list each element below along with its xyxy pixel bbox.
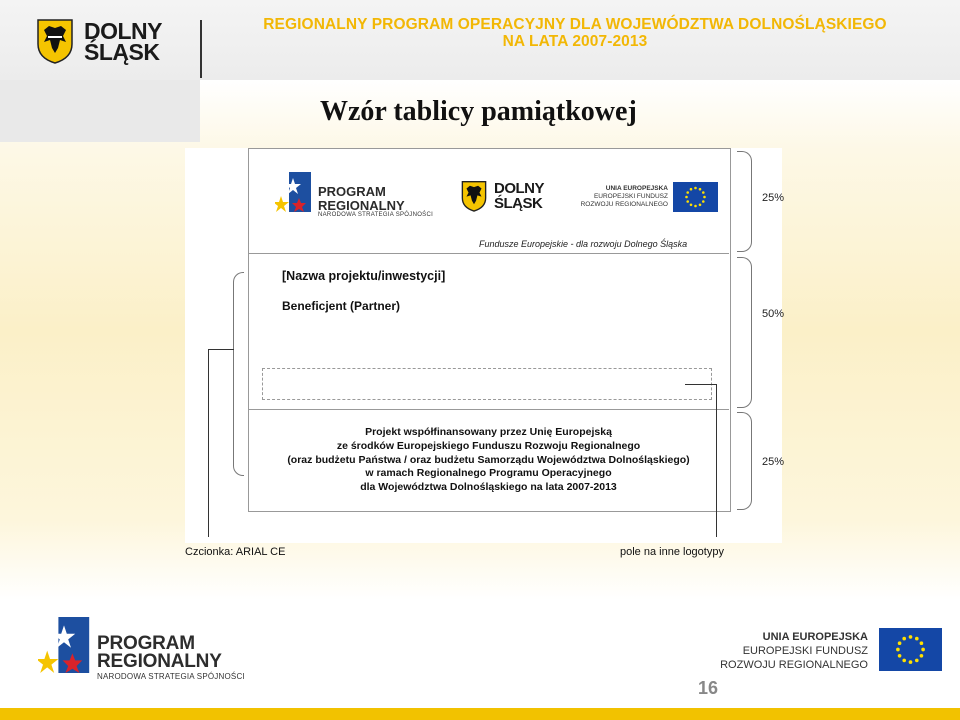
footer-program-regionalny-star-icon — [38, 617, 90, 687]
cofinancing-line: (oraz budżetu Państwa / oraz budżetu Samorządu Województwa Dolnośląskiego) — [287, 453, 690, 466]
font-note-brace — [233, 272, 244, 476]
section-brace-bottom — [737, 412, 752, 510]
font-note-leader-v — [208, 349, 209, 537]
section-percent-top: 25% — [762, 192, 785, 204]
dolny-slask-logo — [36, 18, 186, 66]
section-brace-middle — [737, 257, 752, 408]
footer-program-sub: NARODOWA STRATEGIA SPÓJNOŚCI — [97, 672, 245, 681]
project-name-placeholder: [Nazwa projektu/inwestycji] — [282, 269, 446, 283]
logo-text-dolny: DOLNY — [84, 18, 162, 44]
program-regionalny-star-icon — [275, 172, 311, 222]
program-title-line1: REGIONALNY PROGRAM OPERACYJNY DLA WOJEWÓDZTWA DOLNOŚLĄSKIEGO — [263, 16, 887, 33]
logo-text-slask: ŚLĄSK — [84, 39, 160, 65]
header-divider — [200, 20, 202, 78]
footer-eu-line1: UNIA EUROPEJSKA — [762, 631, 868, 643]
other-logos-field — [262, 368, 712, 400]
footer-eu-text — [720, 630, 868, 672]
footer-program-line1: PROGRAM — [97, 633, 195, 654]
plaque-program-line2: REGIONALNY — [318, 198, 405, 213]
plaque-eu-line3: ROZWOJU REGIONALNEGO — [580, 201, 668, 208]
plaque-eu-text — [578, 185, 668, 209]
plaque-program-sub: NARODOWA STRATEGIA SPÓJNOŚCI — [318, 212, 434, 218]
plaque-tagline: Fundusze Europejskie - dla rozwoju Dolnego Śląska — [479, 239, 688, 249]
plaque-eu-flag-icon — [673, 182, 718, 212]
bottom-accent-bar — [0, 708, 960, 720]
cofinancing-text — [250, 426, 727, 495]
footer-eu-flag-icon — [879, 628, 942, 671]
footer-program-line2: REGIONALNY — [97, 651, 222, 672]
plaque-eu-line1: UNIA EUROPEJSKA — [605, 185, 668, 192]
cofinancing-line: dla Województwa Dolnośląskiego na lata 2007-2013 — [360, 481, 617, 494]
plaque-ds-line2: ŚLĄSK — [494, 195, 543, 212]
title-band — [0, 80, 200, 142]
plaque-eu-line2: EUROPEJSKI FUNDUSZ — [593, 193, 668, 200]
program-title-line2: NA LATA 2007-2013 — [502, 33, 648, 50]
logo-field-leader-h — [685, 384, 716, 385]
logo-field-note: pole na inne logotypy — [620, 546, 724, 558]
section-percent-middle: 50% — [762, 308, 785, 320]
cofinancing-line: Projekt współfinansowany przez Unię Europejską — [365, 426, 612, 438]
logo-field-leader-v — [716, 384, 717, 537]
eu-stars-icon — [673, 182, 718, 212]
plaque-divider-bottom — [248, 409, 729, 410]
footer-eu-stars-icon — [879, 628, 942, 671]
plaque-divider-top — [248, 253, 729, 254]
footer-eu-line2: EUROPEJSKI FUNDUSZ — [742, 645, 868, 657]
beneficiary-placeholder: Beneficjent (Partner) — [282, 299, 401, 313]
plaque-program-line1: PROGRAM — [318, 184, 386, 199]
plaque-eagle-shield-icon — [461, 180, 487, 212]
eagle-shield-icon — [36, 18, 74, 64]
section-percent-bottom: 25% — [762, 456, 785, 468]
cofinancing-line: ze środków Europejskiego Funduszu Rozwoju Regionalnego — [336, 439, 641, 452]
plaque-ds-line1: DOLNY — [494, 180, 544, 197]
page-number: 16 — [698, 678, 719, 698]
cofinancing-line: w ramach Regionalnego Programu Operacyjnego — [365, 467, 612, 480]
footer-eu-line3: ROZWOJU REGIONALNEGO — [720, 659, 868, 671]
font-note: Czcionka: ARIAL CE — [185, 546, 286, 558]
section-brace-top — [737, 151, 752, 252]
font-note-leader-h — [208, 349, 234, 350]
slide-title: Wzór tablicy pamiątkowej — [320, 96, 637, 127]
